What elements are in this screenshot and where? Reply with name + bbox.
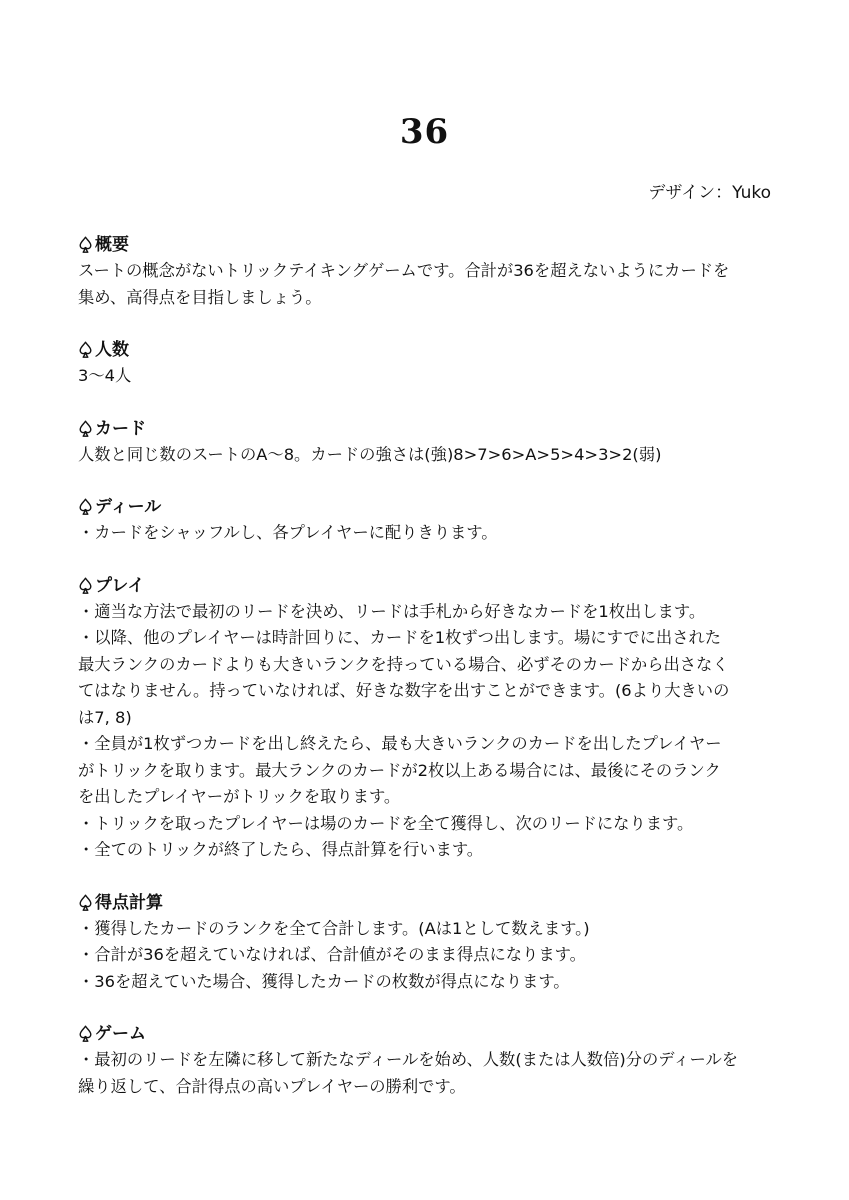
section: [78, 1021, 778, 1100]
body-line: スートの概念がないトリックテイキングゲームです。合計が36を超えないようにカードを: [78, 261, 730, 280]
section-heading: [78, 573, 778, 599]
section-heading: [78, 494, 778, 520]
section: [78, 337, 778, 390]
body-line: 繰り返して、合計得点の高いプレイヤーの勝利です。: [78, 1076, 466, 1096]
body-line: ・36を超えていた場合、獲得したカードの枚数が得点になります。: [78, 971, 570, 991]
spade-outline-icon: [78, 341, 93, 359]
body-line: ・全てのトリックが終了したら、得点計算を行います。: [78, 840, 484, 859]
spade-outline-icon: [78, 498, 93, 516]
body-line: ・トリックを取ったプレイヤーは場のカードを全て獲得し、次のリードになります。: [78, 813, 694, 833]
body-line: を出したプレイヤーがトリックを取ります。: [78, 787, 401, 806]
section-heading: [78, 337, 778, 363]
section-heading: [78, 232, 778, 258]
spade-outline-icon: [78, 420, 93, 438]
rules-content: [78, 232, 778, 1100]
section-heading: [78, 1021, 778, 1047]
body-line: 最大ランクのカードよりも大きいランクを持っている場合、必ずそのカードから出さなく: [78, 654, 729, 674]
section-body: [78, 442, 778, 469]
spade-outline-icon: [78, 577, 93, 595]
spade-outline-icon: [78, 236, 93, 254]
section-body: [78, 599, 778, 864]
section-heading-label: 概要: [95, 235, 129, 255]
body-line: ・適当な方法で最初のリードを決め、リードは手札から好きなカードを1枚出します。: [78, 601, 706, 621]
body-line: ・全員が1枚ずつカードを出し終えたら、最も大きいランクのカードを出したプレイヤー: [78, 734, 722, 753]
section-heading: [78, 890, 778, 916]
section-heading-label: 人数: [95, 340, 129, 360]
section-body: [78, 363, 778, 390]
section-body: [78, 520, 778, 547]
spade-outline-icon: [78, 1025, 93, 1043]
spade-outline-icon: [78, 894, 93, 912]
body-line: 人数と同じ数のスートのA〜8。カードの強さは(強)8>7>6>A>5>4>3>2(弱): [78, 444, 662, 464]
section: [78, 890, 778, 996]
body-line: 3〜4人: [78, 366, 132, 385]
body-line: ・獲得したカードのランクを全て合計します。(Aは1として数えます。): [78, 918, 590, 938]
body-line: ・以降、他のプレイヤーは時計回りに、カードを1枚ずつ出します。場にすでに出された: [78, 628, 722, 647]
section-body: [78, 258, 778, 311]
section-heading-label: 得点計算: [95, 892, 163, 913]
section: [78, 573, 778, 864]
body-line: ・合計が36を超えていなければ、合計値がそのまま得点になります。: [78, 945, 586, 964]
section-heading-label: カード: [95, 418, 146, 439]
body-line: ・最初のリードを左隣に移して新たなディールを始め、人数(または人数倍)分のディールを: [78, 1050, 739, 1069]
section-heading-label: ゲーム: [95, 1024, 146, 1044]
body-line: ・カードをシャッフルし、各プレイヤーに配りきります。: [78, 523, 498, 542]
section-heading-label: ディール: [95, 497, 162, 517]
section-heading-label: プレイ: [95, 575, 145, 596]
designer-credit: デザイン：Yuko: [648, 183, 771, 203]
body-line: がトリックを取ります。最大ランクのカードが2枚以上ある場合には、最後にそのランク: [78, 760, 721, 780]
page-title: 36: [399, 112, 450, 152]
section-body: [78, 1047, 778, 1100]
body-line: は7, 8): [78, 707, 132, 727]
body-line: 集め、高得点を目指しましょう。: [78, 287, 322, 307]
section: [78, 416, 778, 469]
section: [78, 232, 778, 311]
section-body: [78, 916, 778, 996]
section-heading: [78, 416, 778, 442]
body-line: てはなりません。持っていなければ、好きな数字を出すことができます。(6より大きいの: [78, 681, 730, 700]
section: [78, 494, 778, 547]
